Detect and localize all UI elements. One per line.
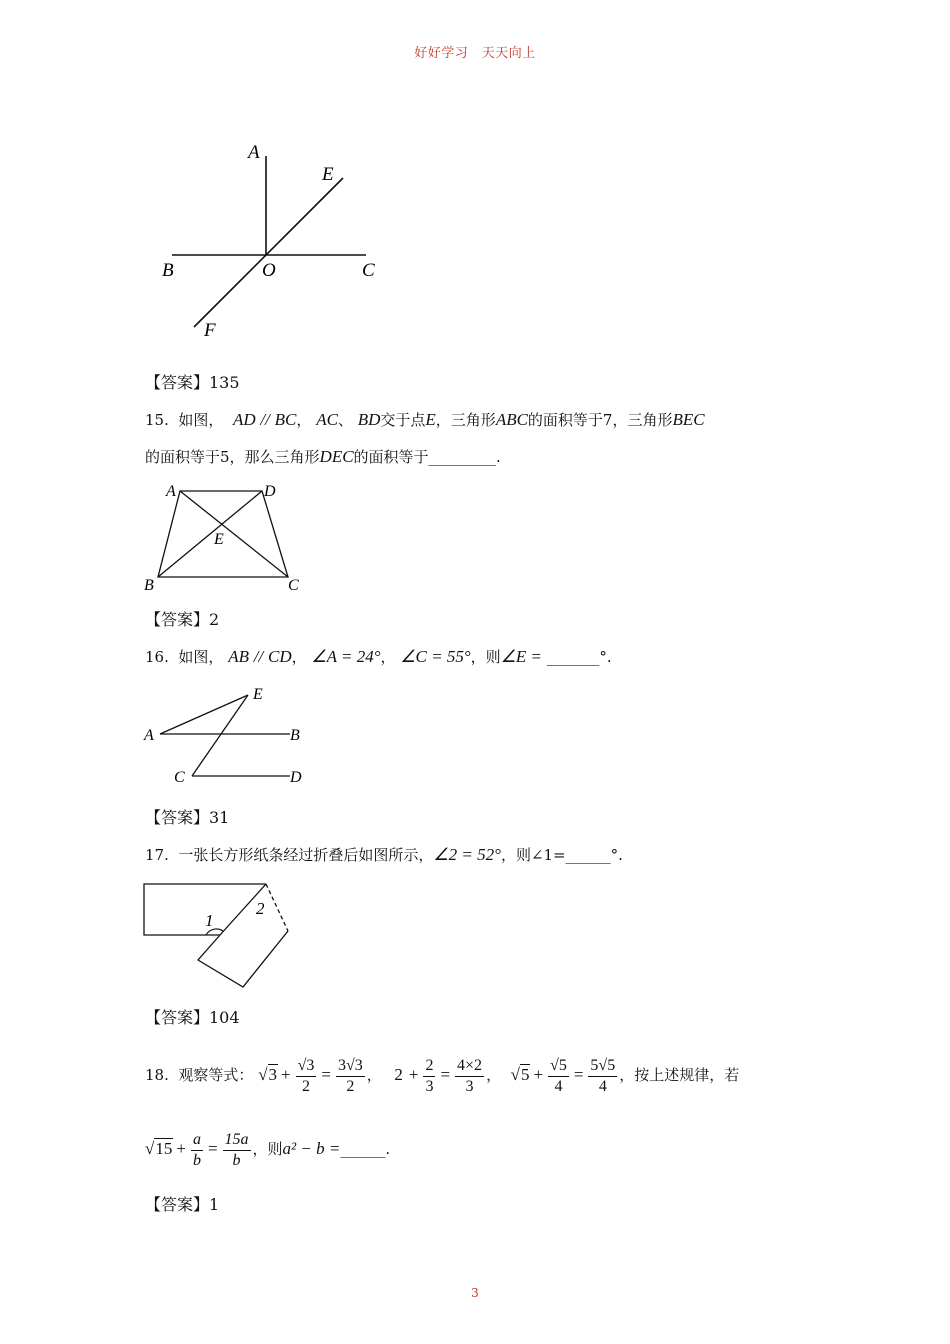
page-header: 好好学习 天天向上 [414,46,536,61]
label-b: B [162,260,174,281]
q17-angle: ∠2 = 52° [433,845,501,864]
fraction: $\frac{5√5}{4}$ [590,1056,616,1095]
label-d: D [264,483,276,500]
label-a: A [166,483,176,500]
figure-q17 [138,876,298,994]
q18-number-term: 2 [394,1065,403,1084]
q18-text: 观察等式： [178,1066,254,1084]
fraction: $\frac{3√3}{2}$ [338,1056,363,1095]
q15-text: 、 [337,411,353,429]
q16-text: ， [291,648,307,666]
q15-text: 的面积等于7，三角形 [527,411,673,429]
label-b: B [144,577,154,594]
label-c: C [288,577,299,594]
label-c: C [174,769,185,786]
label-e: E [253,686,263,703]
fraction: $\frac{a}{b}$ [192,1130,201,1169]
q16-text: ，则 [470,648,501,666]
sqrt-term: √3 [258,1065,278,1084]
q16-text: 如图， [178,648,224,666]
q18-expression: a² − b = [282,1139,341,1158]
label-e: E [214,531,224,548]
q16-parallel: // [253,647,264,666]
diagonal-bd [158,491,262,577]
q17-blank: ，则∠1=______°. [500,846,623,864]
question-17 [145,845,623,865]
q15-text: 的面积等于5，那么三角形 [145,448,320,466]
q15-triangle: BEC [672,410,705,429]
q15-segment: BC [274,410,297,429]
question-18-line2: √15 + $\frac{a}{b}$ = $\frac{15a}{b}$ ，则a² − b =______. [145,1130,391,1169]
label-f: F [204,320,216,341]
question-15-line2 [145,447,501,467]
answer-14: 【答案】135 [145,373,240,392]
q15-number: 15. [145,411,169,429]
q17-text: 一张长方形纸条经过折叠后如图所示， [178,846,434,864]
hidden-edge [266,884,288,931]
q16-segment: AB [228,647,249,666]
label-d: D [290,769,302,786]
q16-angle: ∠A = 24° [311,647,381,666]
figure-q15 [140,478,320,596]
diagonal-ac [180,491,288,577]
q15-segment: AC [316,410,338,429]
q15-triangle: DEC [319,447,354,466]
q15-text: ， [296,411,312,429]
figure-q14 [150,138,390,343]
q15-segment: AD [232,410,256,429]
q17-number: 17. [145,846,169,864]
fraction: $\frac{15a}{b}$ [224,1130,249,1169]
label-e: E [322,164,334,185]
label-1: 1 [205,911,214,930]
answer-18: 【答案】1 [145,1195,220,1214]
page-number: 3 [471,1286,479,1300]
answer-16: 【答案】31 [145,808,230,827]
sqrt-term: √5 [510,1065,530,1084]
fraction: $\frac{√5}{4}$ [550,1056,567,1095]
q15-point: E [425,410,436,429]
q18-number: 18. [145,1066,169,1084]
fraction: $\frac{4\times 2}{3}$ [457,1056,483,1095]
q15-parallel: // [260,410,270,429]
line-ef [194,178,343,327]
q16-blank: _______°. [546,648,612,666]
q16-number: 16. [145,648,169,666]
q15-text: ，三角形 [435,411,496,429]
q16-segment: CD [268,647,292,666]
label-2: 2 [256,899,265,918]
sqrt-term: √15 [145,1139,173,1158]
q15-blank: 的面积等于_________. [353,448,501,466]
label-a: A [248,142,260,163]
label-a: A [144,727,154,744]
label-b: B [290,727,300,744]
q18-blank: ______. [340,1140,391,1158]
q15-text: 如图， [178,411,224,429]
q16-angle: ∠C = 55° [400,647,471,666]
strip-folded [198,931,288,987]
q15-text: 交于点 [380,411,426,429]
q18-text: ，按上述规律，若 [619,1066,740,1084]
figure-q16 [140,682,320,792]
question-16 [145,647,612,667]
answer-15: 【答案】2 [145,610,220,629]
question-18-line1: 18. 观察等式： √3 + $\frac{√3}{2}$ = $\frac{3√3}{2}$ ， 2 + $\frac{2}{3}$ = $\frac{4\times 2}{3}$ ， √5 + $\frac{√5}{4}$ = $\frac{5√5}{4}$ ，按上述规律，若 [145,1056,740,1095]
label-o: O [262,260,276,281]
q15-segment: BD [357,410,381,429]
label-c: C [362,260,375,281]
q16-angle: ∠E = [500,647,543,666]
q16-text: ， [380,648,396,666]
q15-triangle: ABC [495,410,528,429]
answer-17: 【答案】104 [145,1008,240,1027]
q18-text: ，则 [252,1140,283,1158]
fraction: $\frac{2}{3}$ [425,1056,434,1095]
question-15-line1 [145,410,705,430]
fraction: $\frac{√3}{2}$ [297,1056,315,1095]
